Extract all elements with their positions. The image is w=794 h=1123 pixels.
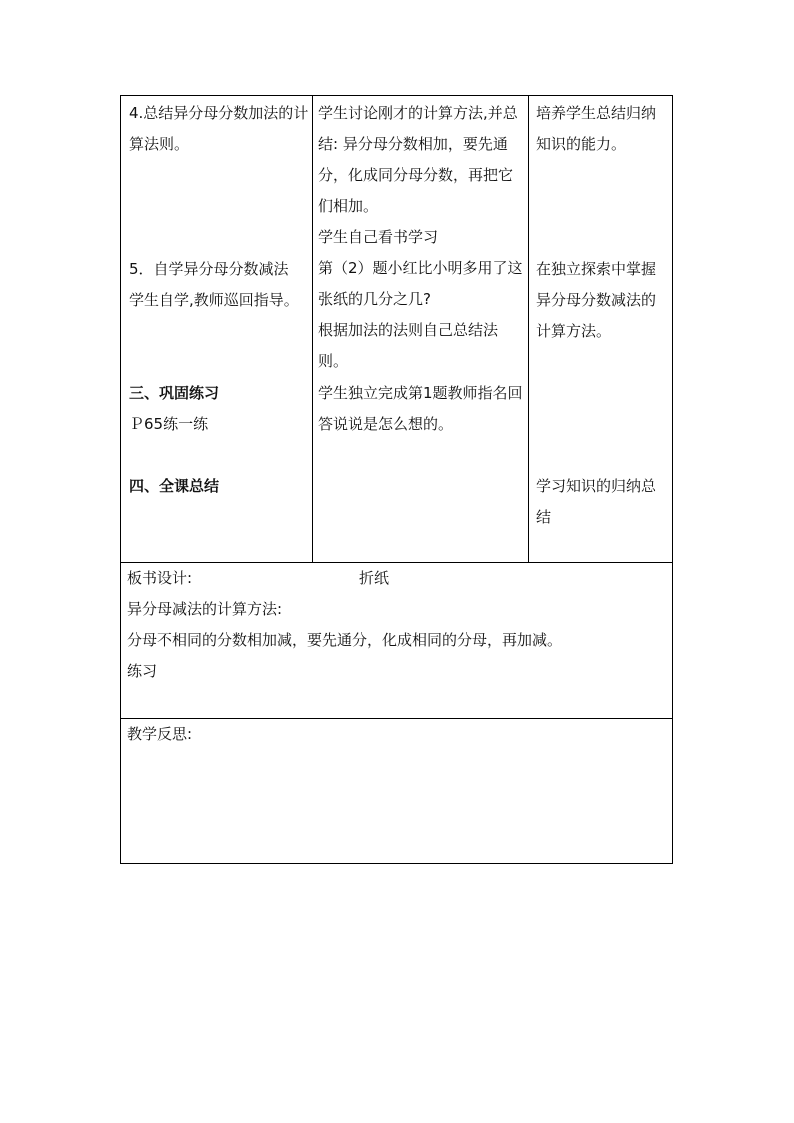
student-question: 第（2）题小红比小明多用了这张纸的几分之几? <box>318 259 523 308</box>
row-divider-board <box>121 562 672 563</box>
student-practice: 学生独立完成第1题教师指名回答说说是怎么想的。 <box>318 384 523 433</box>
student-rule-summary: 根据加法的法则自己总结法则。 <box>318 321 499 370</box>
design-aim-subtraction: 在独立探索中掌握异分母分数减法的计算方法。 <box>536 260 657 340</box>
design-aim-induction: 学习知识的归纳总结 <box>536 477 657 526</box>
step-4-summary: 4.总结异分母分数加法的计算法则。 <box>129 104 309 153</box>
board-design-title: 折纸 <box>359 569 390 587</box>
section-consolidation-reference: Ｐ65练一练 <box>129 415 209 433</box>
column-divider-2 <box>528 96 529 562</box>
column-divider-1 <box>312 96 313 562</box>
row-divider-reflection <box>121 718 672 719</box>
section-summary-title: 四、全课总结 <box>129 477 220 495</box>
board-design-label: 板书设计: <box>127 569 193 587</box>
student-self-reading: 学生自己看书学习 <box>318 228 439 246</box>
teaching-reflection-label: 教学反思: <box>127 725 193 743</box>
board-design-practice: 练习 <box>127 662 158 680</box>
lesson-plan-table <box>120 95 673 864</box>
board-design-rule: 分母不相同的分数相加减，要先通分，化成相同的分母，再加减。 <box>127 631 563 649</box>
student-discussion: 学生讨论刚才的计算方法,并总结: 异分母分数相加，要先通分，化成同分母分数，再把它们相加。 <box>318 104 518 215</box>
design-aim-summary: 培养学生总结归纳知识的能力。 <box>536 104 657 153</box>
board-design-method: 异分母减法的计算方法: <box>127 600 283 618</box>
step-5-self-study: 5．自学异分母分数减法 <box>129 260 289 278</box>
section-consolidation-title: 三、巩固练习 <box>129 384 220 402</box>
step-5-guidance: 学生自学,教师巡回指导。 <box>129 291 299 309</box>
